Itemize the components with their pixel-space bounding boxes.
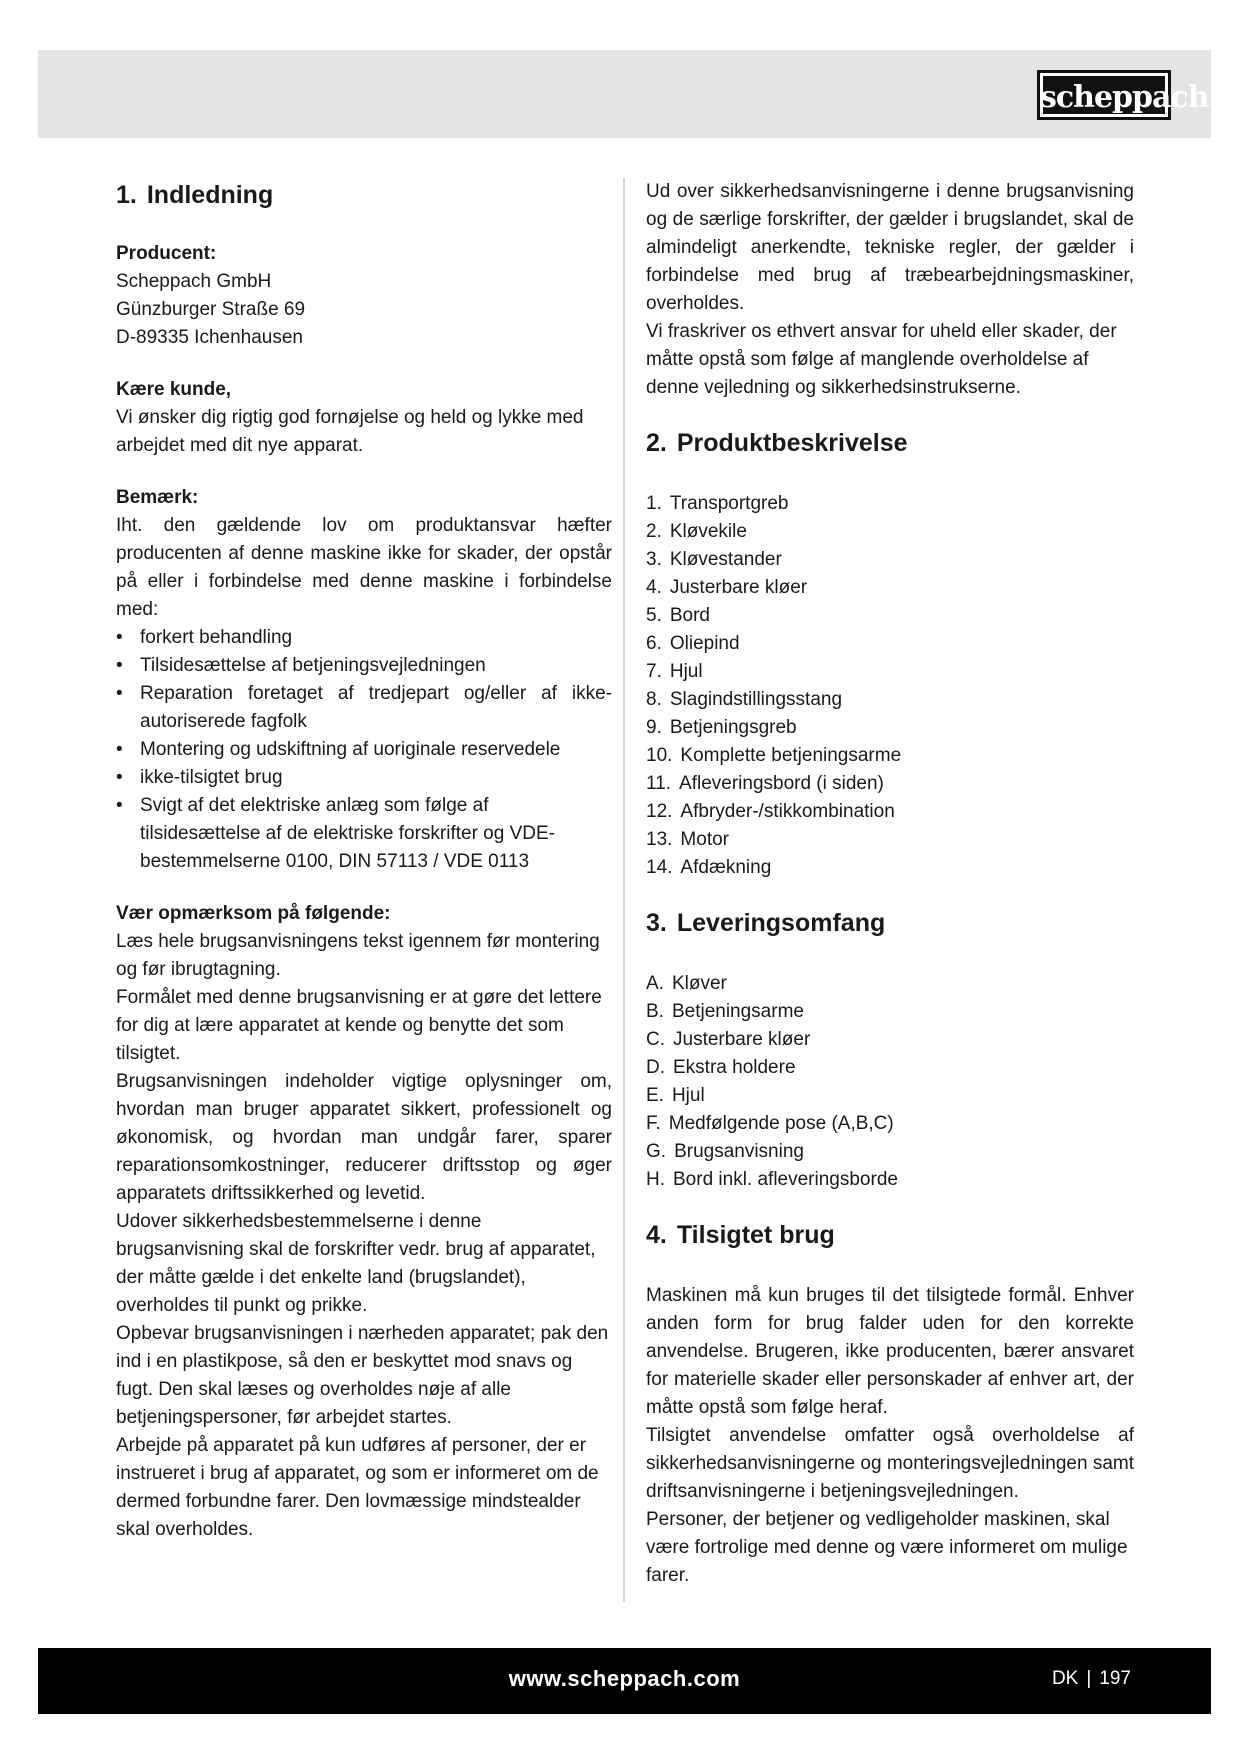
bullet-item: • ikke-tilsigtet brug: [116, 764, 612, 792]
delivery-scope-list: [646, 970, 1134, 1194]
right-column: [646, 178, 1134, 1590]
page-num: 197: [1099, 1668, 1131, 1689]
list-item: [646, 742, 1134, 770]
list-item: [646, 1110, 1134, 1138]
item-letter: H.: [646, 1169, 665, 1190]
list-item: [646, 518, 1134, 546]
column-divider: [623, 178, 625, 1602]
bullet-item: • Svigt af det elektriske anlæg som følge af tilsidesættelse af de elektriske forskrifter og VDE-bestemmelserne 0100, DIN 57113 / VDE 0113: [116, 792, 612, 876]
item-letter: C.: [646, 1029, 665, 1050]
list-item: [646, 574, 1134, 602]
section-number: 4.: [646, 1221, 667, 1249]
item-text: Kløvekile: [669, 521, 747, 542]
bullet-item: • Tilsidesættelse af betjeningsvejledningen: [116, 652, 612, 680]
list-item: [646, 1026, 1134, 1054]
producer-line: Günzburger Straße 69: [116, 299, 306, 320]
item-number: 10.: [646, 745, 673, 766]
list-item: [646, 1054, 1134, 1082]
attention-paragraph: Formålet med denne brugsanvisning er at gøre det lettere for dig at lære apparatet at kende og benytte det som tilsigtet.: [116, 987, 602, 1064]
item-number: 14.: [646, 857, 673, 878]
item-text: Brugsanvisning: [674, 1141, 804, 1162]
language-code: DK: [1051, 1668, 1079, 1689]
intro-paragraph: Vi fraskriver os ethvert ansvar for uheld eller skader, der måtte opstå som følge af manglende overholdelse af denne vejledning og sikkerhedsinstrukserne.: [646, 321, 1117, 398]
note-bullet-list: [116, 624, 612, 876]
item-number: 8.: [646, 689, 662, 710]
list-item: [646, 1166, 1134, 1194]
item-text: Betjeningsarme: [671, 1001, 804, 1022]
section-4-heading: [646, 1218, 1134, 1252]
item-number: 5.: [646, 605, 662, 626]
section-title: Tilsigtet brug: [676, 1221, 835, 1249]
item-number: 2.: [646, 521, 662, 542]
note-label: Bemærk:: [116, 487, 199, 508]
item-text: Kløver: [671, 973, 727, 994]
list-item: [646, 630, 1134, 658]
section-3-heading: [646, 906, 1134, 940]
item-number: 9.: [646, 717, 662, 738]
attention-paragraph: Opbevar brugsanvisningen i nærheden apparatet; pak den ind i en plastikpose, så den er beskyttet mod snavs og fugt. Den skal læses og overholdes nøje af alle betjeningspersoner, før arbejdet startes.: [116, 1323, 609, 1428]
list-item: [646, 490, 1134, 518]
attention-paragraph: Arbejde på apparatet på kun udføres af personer, der er instrueret i brug af apparatet, og som er informeret om de dermed forbundne farer. Den lovmæssige mindstealder skal overholdes.: [116, 1435, 599, 1540]
dear-customer-label: Kære kunde,: [116, 379, 232, 400]
dear-customer-block: [116, 376, 612, 460]
section-1-heading: [116, 178, 612, 212]
item-text: Afleveringsbord (i siden): [679, 773, 884, 794]
item-text: Medfølgende pose (A,B,C): [668, 1113, 894, 1134]
list-item: [646, 686, 1134, 714]
item-number: 12.: [646, 801, 673, 822]
item-text: Transportgreb: [669, 493, 789, 514]
item-text: Betjeningsgreb: [669, 717, 797, 738]
section-number: 3.: [646, 909, 667, 937]
section-number: 2.: [646, 429, 667, 457]
attention-label: Vær opmærksom på følgende:: [116, 903, 391, 924]
list-item: [646, 1082, 1134, 1110]
item-letter: G.: [646, 1141, 667, 1162]
dear-customer-text: Vi ønsker dig rigtig god fornøjelse og held og lykke med arbejdet med dit nye apparat.: [116, 407, 584, 456]
section-number: 1.: [116, 181, 137, 209]
item-text: Hjul: [669, 661, 703, 682]
section-title: Indledning: [146, 181, 274, 209]
note-text: Iht. den gældende lov om produktansvar hæfter producenten af denne maskine ikke for skader, der opstår på eller i forbindelse med denne maskine i forbindelse med:: [116, 515, 612, 620]
item-text: Justerbare kløer: [673, 1029, 811, 1050]
header-band: [38, 50, 1211, 138]
item-letter: A.: [646, 973, 664, 994]
item-text: Bord inkl. afleveringsborde: [673, 1169, 898, 1190]
item-text: Komplette betjeningsarme: [680, 745, 902, 766]
footer-website-link[interactable]: www.scheppach.com: [508, 1666, 741, 1691]
item-letter: B.: [646, 1001, 664, 1022]
footer-band: [38, 1648, 1211, 1714]
attention-block: [116, 900, 612, 1544]
bullet-item: • Montering og udskiftning af uoriginale reservedele: [116, 736, 612, 764]
list-item: [646, 770, 1134, 798]
item-number: 13.: [646, 829, 673, 850]
item-text: Slagindstillingsstang: [669, 689, 843, 710]
item-text: Afdækning: [680, 857, 772, 878]
intended-use-paragraph: Maskinen må kun bruges til det tilsigtede formål. Enhver anden form for brug falder uden for den korrekte anvendelse. Brugeren, ikke producenten, bærer ansvaret for materielle skader eller personskader af enhver art, der måtte opstå som følge heraf.: [646, 1285, 1134, 1418]
producer-line: D-89335 Ichenhausen: [116, 327, 303, 348]
intro-paragraph: Ud over sikkerhedsanvisningerne i denne brugsanvisning og de særlige forskrifter, der gælder i brugslandet, skal de almindeligt anerkendte, tekniske regler, der gælder i forbindelse med brug af træbearbejdningsmaskiner, overholdes.: [646, 181, 1134, 314]
item-number: 4.: [646, 577, 662, 598]
page-number: [1052, 1668, 1131, 1690]
producer-line: Scheppach GmbH: [116, 271, 272, 292]
item-letter: F.: [646, 1113, 661, 1134]
product-parts-list: [646, 490, 1134, 882]
item-number: 1.: [646, 493, 662, 514]
list-item: [646, 714, 1134, 742]
item-text: Motor: [680, 829, 729, 850]
list-item: [646, 546, 1134, 574]
separator: |: [1086, 1668, 1092, 1689]
item-text: Oliepind: [669, 633, 740, 654]
item-letter: E.: [646, 1085, 664, 1106]
item-letter: D.: [646, 1057, 665, 1078]
bullet-item: • Reparation foretaget af tredjepart og/eller af ikke-autoriserede fagfolk: [116, 680, 612, 736]
list-item: [646, 658, 1134, 686]
producer-label: Producent:: [116, 243, 217, 264]
item-text: Afbryder-/stikkombination: [680, 801, 895, 822]
intended-use-paragraph: Tilsigtet anvendelse omfatter også overholdelse af sikkerhedsanvisningerne og monteringsvejledningen samt driftsanvisningerne i betjeningsvejledningen.: [646, 1425, 1134, 1502]
note-block: [116, 484, 612, 876]
item-text: Hjul: [671, 1085, 705, 1106]
item-text: Ekstra holdere: [673, 1057, 796, 1078]
list-item: [646, 798, 1134, 826]
left-column: [116, 178, 612, 1544]
list-item: [646, 970, 1134, 998]
item-number: 6.: [646, 633, 662, 654]
producer-block: [116, 240, 612, 352]
section-title: Produktbeskrivelse: [676, 429, 908, 457]
item-text: Justerbare kløer: [669, 577, 808, 598]
item-text: Kløvestander: [669, 549, 782, 570]
scheppach-logo: scheppach: [1037, 70, 1171, 120]
list-item: [646, 1138, 1134, 1166]
list-item: [646, 998, 1134, 1026]
item-number: 7.: [646, 661, 662, 682]
bullet-item: • forkert behandling: [116, 624, 612, 652]
item-text: Bord: [669, 605, 710, 626]
list-item: [646, 854, 1134, 882]
attention-paragraph: Læs hele brugsanvisningens tekst igennem før montering og før ibrugtagning.: [116, 931, 600, 980]
item-number: 3.: [646, 549, 662, 570]
item-number: 11.: [646, 773, 672, 794]
intended-use-paragraph: Personer, der betjener og vedligeholder maskinen, skal være fortrolige med denne og være informeret om mulige farer.: [646, 1509, 1128, 1586]
section-title: Leveringsomfang: [676, 909, 886, 937]
attention-paragraph: Udover sikkerhedsbestemmelserne i denne brugsanvisning skal de forskrifter vedr. brug af apparatet, der måtte gælde i det enkelte land (brugslandet), overholdes til punkt og prikke.: [116, 1211, 596, 1316]
attention-paragraph: Brugsanvisningen indeholder vigtige oplysninger om, hvordan man bruger apparatet sikkert, professionelt og økonomisk, og hvordan man undgår farer, sparer reparationsomkostninger, reducerer driftsstop og øger apparatets driftssikkerhed og levetid.: [116, 1071, 612, 1204]
list-item: [646, 826, 1134, 854]
section-2-heading: [646, 426, 1134, 460]
list-item: [646, 602, 1134, 630]
